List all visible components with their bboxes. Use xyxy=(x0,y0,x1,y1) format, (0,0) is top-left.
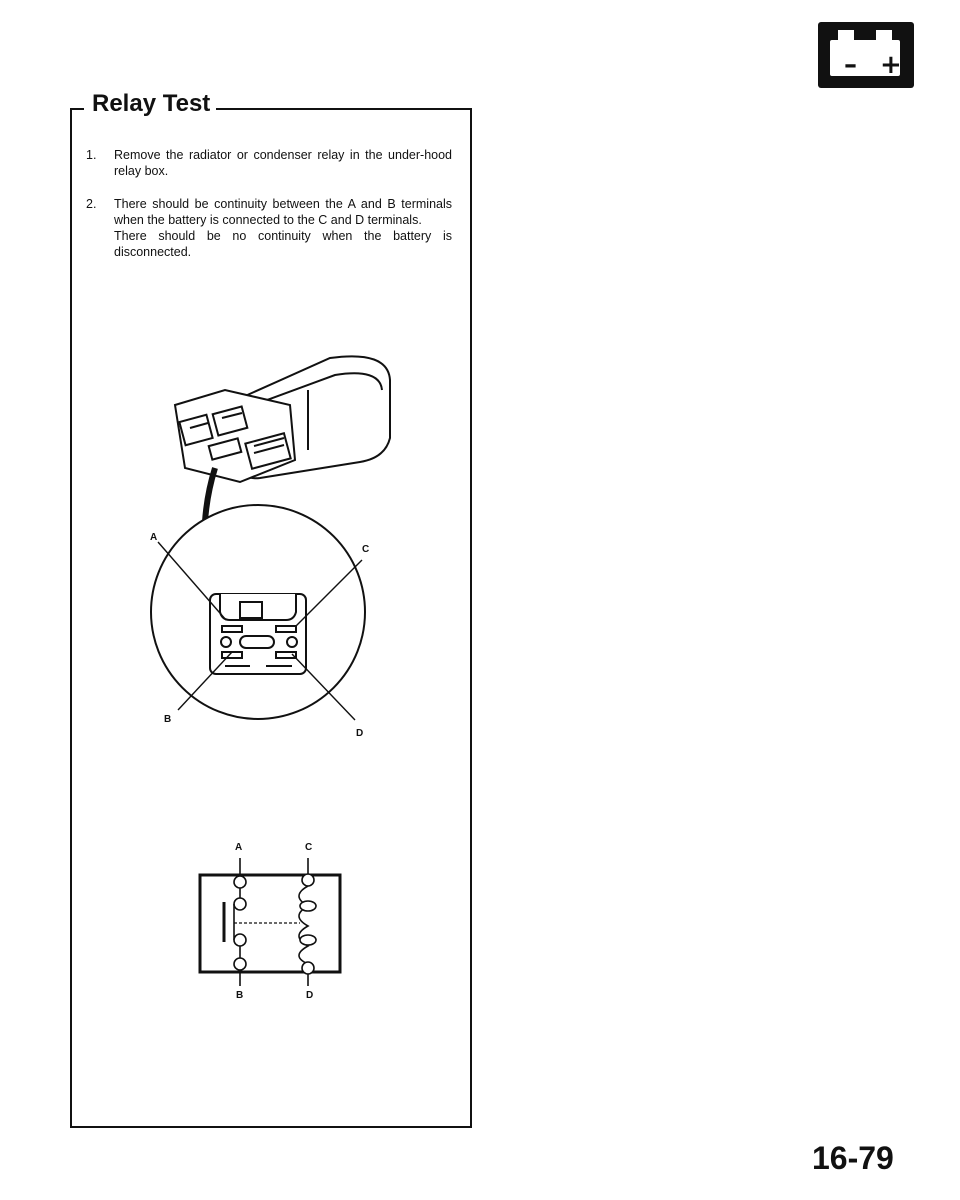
step-text: Remove the radiator or condenser relay in the under-hood relay box. xyxy=(114,148,452,178)
schematic-label-a: A xyxy=(235,842,243,853)
connector-face xyxy=(210,594,306,674)
pin-label-d: D xyxy=(356,728,364,739)
step-text: There should be continuity between the A and B terminals when the battery is connected to the C and D terminals. xyxy=(114,197,452,227)
step-2 xyxy=(86,196,452,260)
step-note: There should be no continuity when the battery is disconnected. xyxy=(114,229,452,259)
coil-side xyxy=(299,858,316,986)
schematic-label-c: C xyxy=(305,842,313,853)
step-number: 2. xyxy=(86,197,97,211)
battery-body xyxy=(830,40,902,80)
section-title: Relay Test xyxy=(92,90,211,117)
relay-schematic xyxy=(190,820,370,1000)
switch-side xyxy=(224,858,246,986)
page-number: 16-79 xyxy=(812,1140,894,1176)
relay-terminal-block xyxy=(175,390,295,482)
battery-icon xyxy=(818,22,914,88)
pin-label-b: B xyxy=(164,714,172,725)
plus-sign-icon: + xyxy=(880,50,902,80)
step-1 xyxy=(86,147,452,179)
schematic-label-d: D xyxy=(306,990,314,1001)
minus-sign-icon: – xyxy=(844,50,857,80)
pin-label-a: A xyxy=(150,532,158,543)
pin-label-c: C xyxy=(362,544,370,555)
relay-connector-illustration xyxy=(130,350,430,750)
schematic-label-b: B xyxy=(236,990,244,1001)
step-number: 1. xyxy=(86,148,97,162)
